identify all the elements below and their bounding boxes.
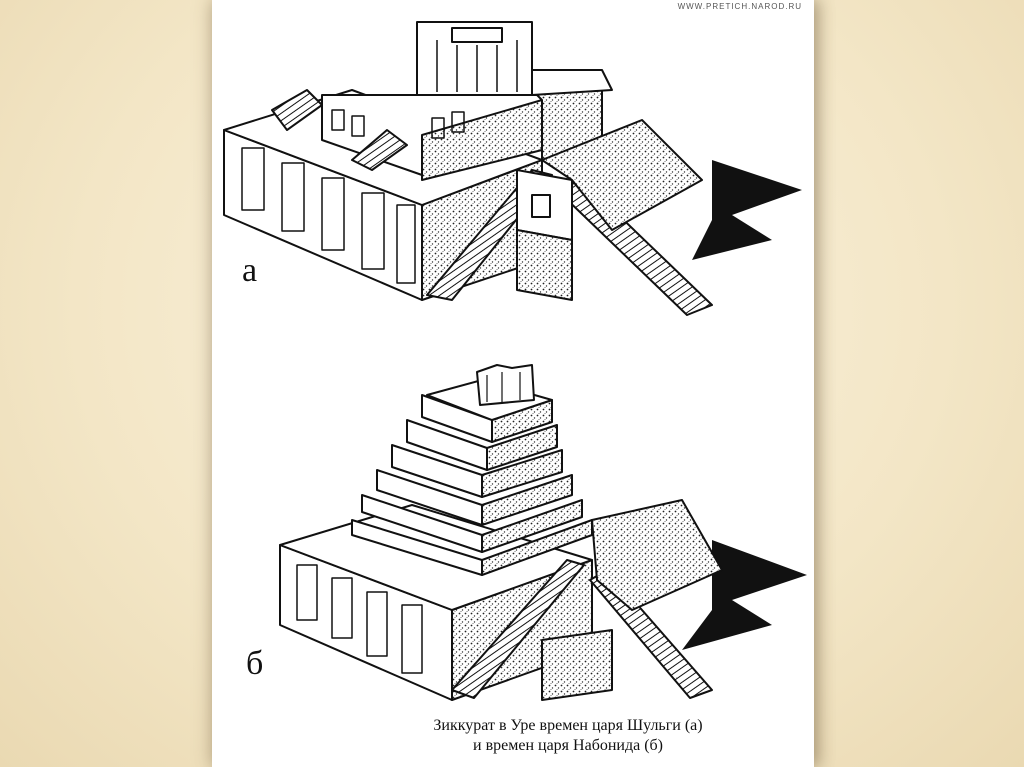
caption-line-2: и времен царя Набонида (б) (473, 737, 663, 754)
ziggurat-illustrations (212, 0, 814, 767)
ziggurat-a-drawing (224, 22, 802, 315)
slide-page (212, 0, 814, 767)
caption-line-1: Зиккурат в Уре времен царя Шульги (а) (433, 717, 703, 734)
source-watermark: WWW.PRETICH.NAROD.RU (677, 2, 802, 11)
figure-caption (212, 716, 814, 756)
figure-label-b: б (246, 645, 264, 682)
figure-label-a: а (242, 252, 258, 289)
ziggurat-b-drawing (280, 365, 807, 700)
